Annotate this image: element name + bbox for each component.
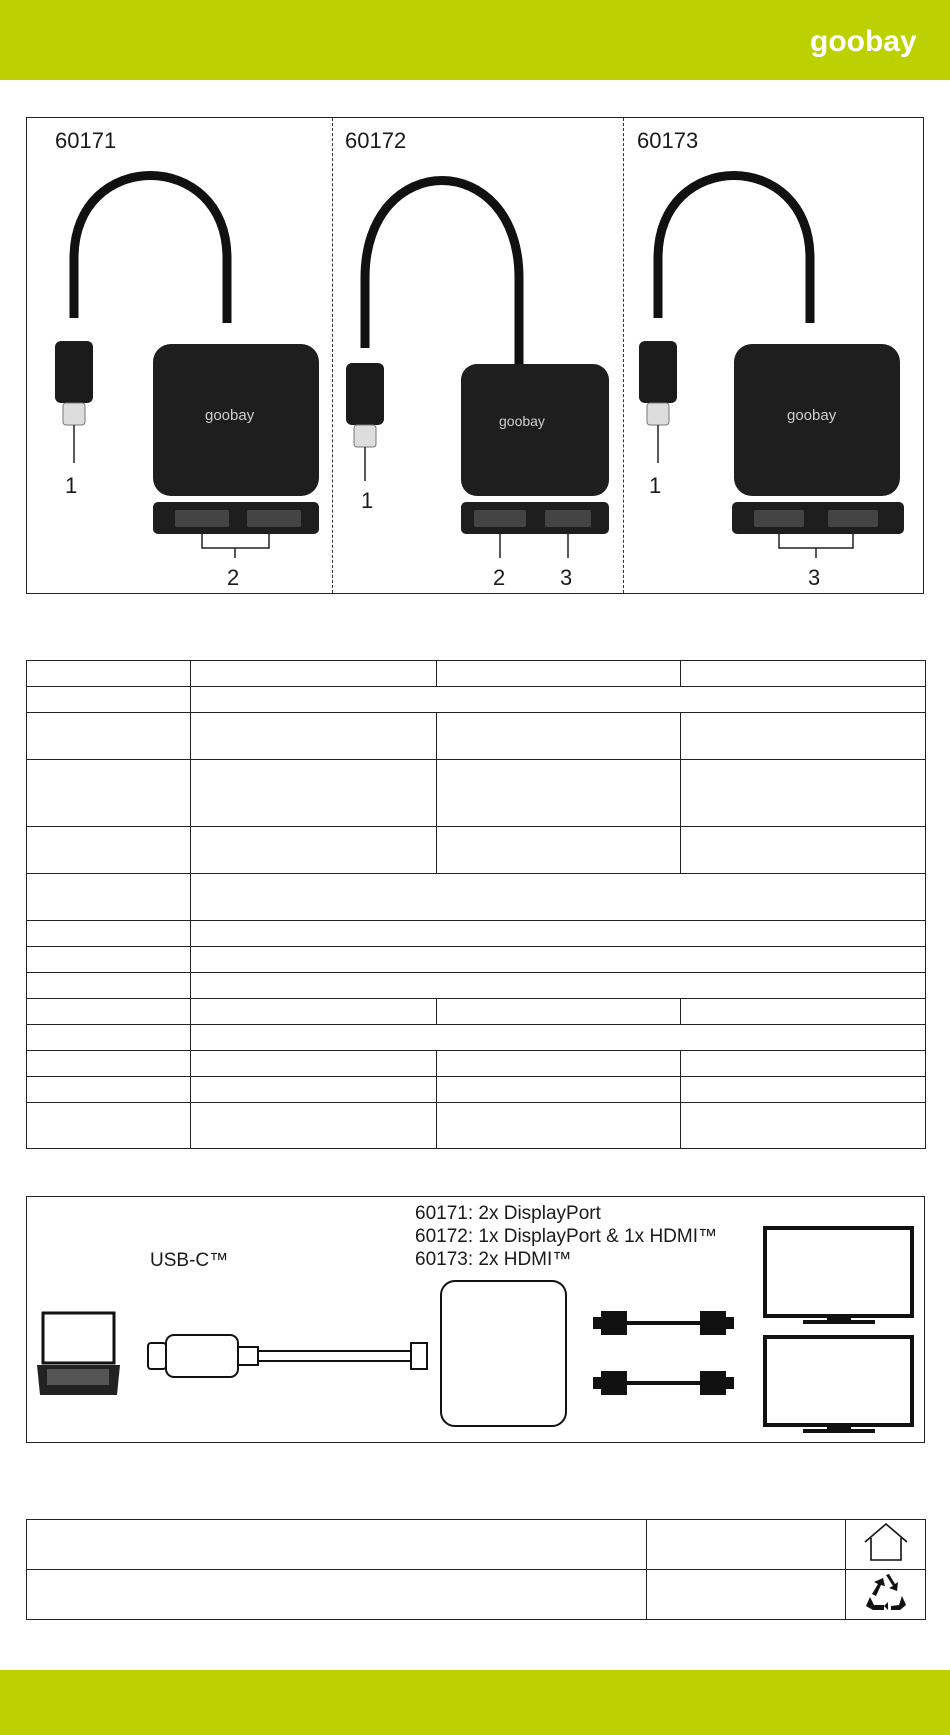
table-row	[27, 760, 926, 827]
monitor-icon	[765, 1228, 912, 1324]
output-line: 60173: 2x HDMI™	[415, 1249, 572, 1270]
table-row	[27, 661, 926, 687]
adapter-outline	[441, 1281, 566, 1426]
callout-number: 3	[808, 565, 821, 590]
product-overview-panel	[26, 117, 924, 594]
table-row	[27, 827, 926, 874]
table-row	[27, 973, 926, 999]
table-row	[27, 687, 926, 713]
svg-text:goobay: goobay	[810, 25, 917, 58]
table-row	[27, 1051, 926, 1077]
table-row	[27, 1025, 926, 1051]
laptop-icon	[37, 1313, 120, 1395]
svg-text:goobay: goobay	[787, 407, 837, 424]
recycle-icon	[864, 1572, 908, 1612]
output-line: 60171: 2x DisplayPort	[415, 1203, 601, 1224]
table-row	[27, 874, 926, 921]
model-number: 60173	[637, 128, 699, 153]
callout-number: 1	[65, 473, 78, 498]
table-row	[27, 1520, 926, 1570]
diagram-drawing	[27, 1197, 924, 1442]
callout-number: 2	[493, 565, 506, 590]
table-row	[27, 713, 926, 760]
table-row	[27, 921, 926, 947]
house-icon	[861, 1520, 911, 1564]
adapter-60172	[346, 181, 609, 559]
adapter-illustrations	[27, 118, 923, 593]
table-row	[27, 999, 926, 1025]
disposal-table	[26, 1519, 926, 1620]
specification-table	[26, 660, 926, 1149]
callout-number: 2	[227, 565, 240, 590]
adapter-60171	[55, 176, 319, 559]
table-row	[27, 1103, 926, 1149]
model-number: 60172	[345, 128, 407, 153]
usb-c-cable	[148, 1335, 427, 1377]
video-cable	[593, 1311, 734, 1335]
output-line: 60172: 1x DisplayPort & 1x HDMI™	[415, 1226, 718, 1247]
svg-text:goobay: goobay	[205, 407, 255, 424]
callout-number: 3	[560, 565, 573, 590]
video-cable	[593, 1371, 734, 1395]
adapter-60173	[639, 176, 904, 559]
goobay-logo	[808, 18, 928, 62]
callout-number: 1	[361, 488, 374, 513]
header-bar	[0, 0, 950, 80]
callout-number: 1	[649, 473, 662, 498]
usb-c-label: USB-C™	[150, 1250, 229, 1271]
table-row	[27, 1077, 926, 1103]
svg-text:goobay: goobay	[499, 413, 545, 429]
table-row	[27, 1570, 926, 1620]
connection-diagram	[26, 1196, 925, 1443]
model-number: 60171	[55, 128, 117, 153]
footer-bar	[0, 1670, 950, 1735]
table-row	[27, 947, 926, 973]
monitor-icon	[765, 1337, 912, 1433]
